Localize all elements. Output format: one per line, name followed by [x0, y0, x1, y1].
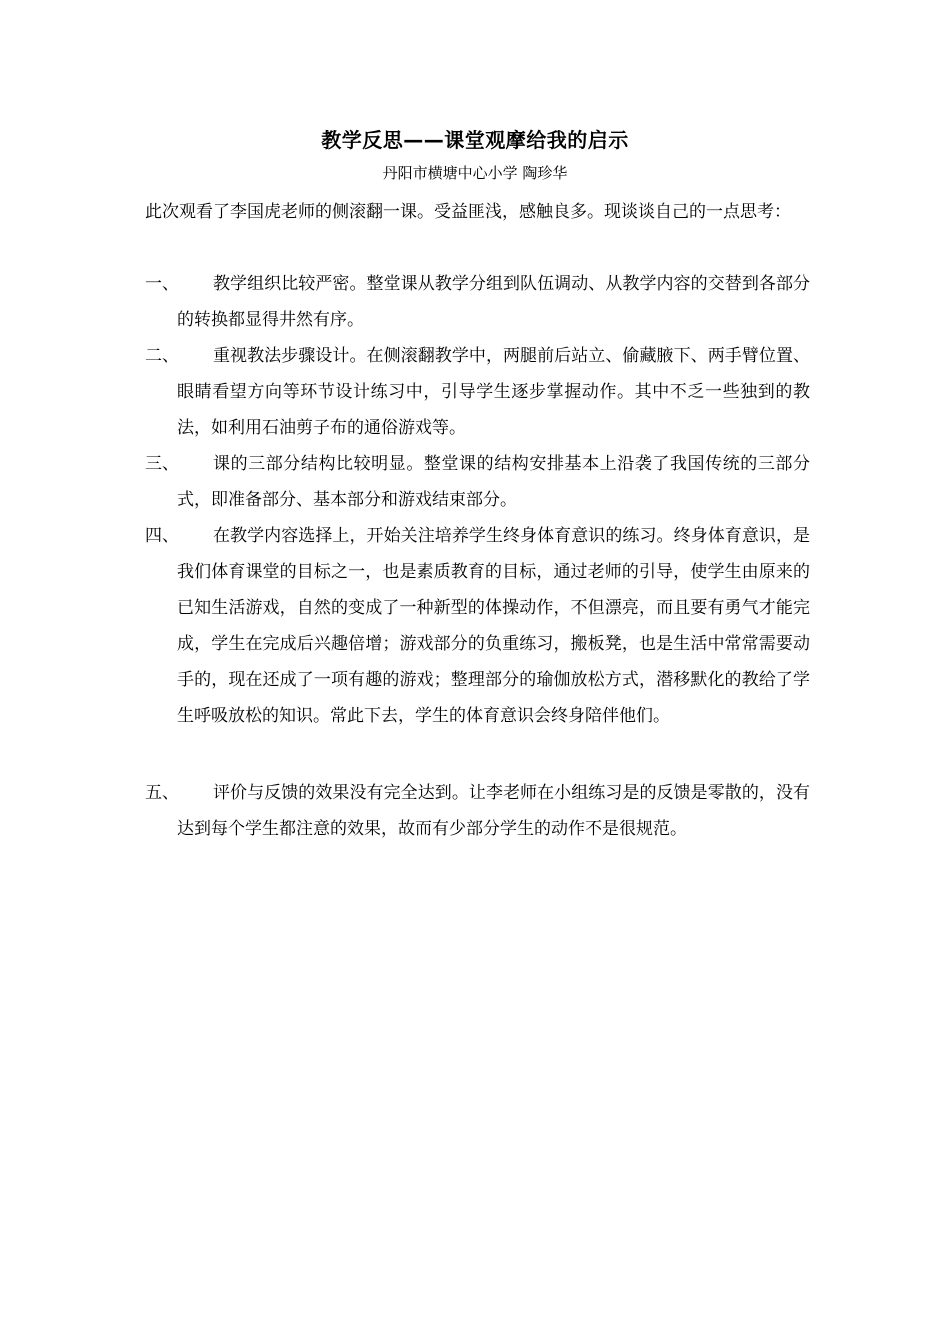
list-item-text: 在教学内容选择上，开始关注培养学生终身体育意识的练习。终身体育意识，是我们体育课堂的目标之一，也是素质教育的目标，通过老师的引导，使学生由原来的已知生活游戏，自然的变成了一种新型的体操动作，不但漂亮，而且要有勇气才能完成，学生在完成后兴趣倍增；游戏部分的负重练习，搬板凳，也是生活中常常需要动手的，现在还成了一项有趣的游戏；整理部分的瑜伽放松方式，潜移默化的教给了学生呼吸放松的知识。常此下去，学生的体育意识会终身陪伴他们。: [177, 526, 810, 726]
list-item: [145, 446, 810, 518]
list-item-text: 重视教法步骤设计。在侧滚翻教学中，两腿前后站立、偷藏腋下、两手臂位置、眼睛看望方向等环节设计练习中，引导学生逐步掌握动作。其中不乏一些独到的教法，如利用石油剪子布的通俗游戏等。: [177, 346, 810, 438]
list-item-number: 五、: [145, 783, 179, 803]
list-item-number: 三、: [145, 454, 179, 474]
intro-paragraph: 此次观看了李国虎老师的侧滚翻一课。受益匪浅，感触良多。现谈谈自己的一点思考：: [145, 202, 791, 222]
list-item: [145, 775, 810, 847]
list-item-text: 教学组织比较严密。整堂课从教学分组到队伍调动、从教学内容的交替到各部分的转换都显得井然有序。: [177, 274, 810, 330]
list-item: [145, 338, 810, 446]
list-item: [145, 518, 810, 734]
list-item: [145, 266, 810, 338]
list-item-number: 一、: [145, 274, 179, 294]
list-item-text: 评价与反馈的效果没有完全达到。让李老师在小组练习是的反馈是零散的，没有达到每个学生都注意的效果，故而有少部分学生的动作不是很规范。: [177, 783, 810, 839]
document-title: 教学反思——课堂观摩给我的启示: [321, 128, 629, 152]
list-item-text: 课的三部分结构比较明显。整堂课的结构安排基本上沿袭了我国传统的三部分式，即准备部分、基本部分和游戏结束部分。: [177, 454, 810, 510]
list-item-number: 四、: [145, 526, 179, 546]
author-line: 丹阳市横塘中心小学 陶珍华: [382, 164, 568, 182]
list-item-number: 二、: [145, 346, 179, 366]
